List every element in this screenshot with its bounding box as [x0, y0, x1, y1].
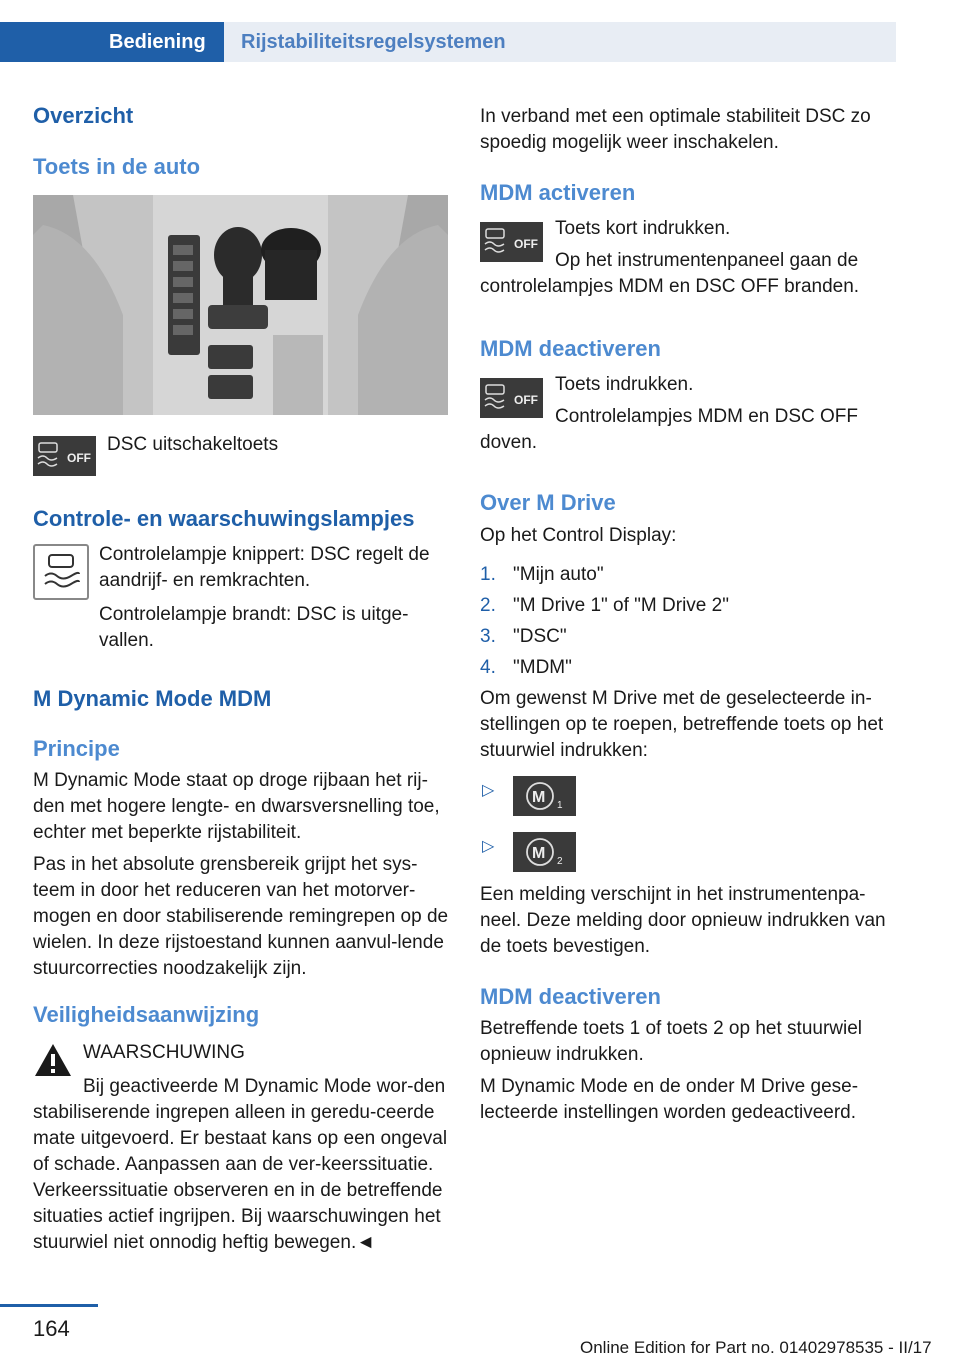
online-edition: Online Edition for Part no. 01402978535 - II/17: [580, 1338, 932, 1357]
mdrive-intro: Op het Control Display:: [480, 525, 677, 546]
lamp-text-2: Controlelampje brandt: DSC is uitge-vallen.: [99, 604, 409, 651]
tab-bediening[interactable]: Bediening: [0, 22, 224, 62]
svg-text:M: M: [532, 845, 546, 862]
list-item: 3. "DSC": [480, 626, 567, 647]
steps-list: [480, 562, 896, 686]
list-item: 1. "Mijn auto": [480, 564, 604, 585]
console-photo: [33, 195, 448, 415]
principle-p2: Pas in het absolute grensbereik grijpt het sys-teem in door het reduceren van het motorver-mogen en door stabiliserende remingrepen op de wielen. In deze rijstoestand kunnen aanvul-lende stuurcorrecties noodzakelijk zijn.: [33, 854, 449, 979]
list-item: 4. "MDM": [480, 657, 572, 678]
mdrive-paragraph: Om gewenst M Drive met de geselecteerde in-stellingen op te roepen, betreffende toets op het stuurwiel indrukken:: [480, 688, 884, 761]
button-title: Toets in de auto: [33, 154, 201, 179]
svg-text:OFF: OFF: [67, 451, 91, 465]
mdrive-title: Over M Drive: [480, 490, 616, 515]
dsc-lamp-icon: [33, 544, 89, 600]
m2-button-icon: [513, 832, 576, 872]
list-item: 2. "M Drive 1" of "M Drive 2": [480, 595, 729, 616]
principle-p1: M Dynamic Mode staat op droge rijbaan het rij-den met hogere lengte- en dwarsversnelling toe, echter met beperkte rijstabiliteit.: [33, 770, 440, 843]
lamp-text-1: Controlelampje knippert: DSC regelt de aandrijf- en remkrachten.: [99, 544, 430, 591]
warning-label: WAARSCHUWING: [83, 1042, 245, 1063]
overview-title: Overzicht: [33, 103, 134, 128]
dsc-off-icon: [33, 436, 96, 476]
footer-rule: [0, 1304, 98, 1307]
svg-text:OFF: OFF: [514, 393, 538, 407]
message-paragraph: Een melding verschijnt in het instrumentenpa-neel. Deze melding door opnieuw indrukken van de toets bevestigen.: [480, 884, 886, 957]
deactivate2-title: MDM deactiveren: [480, 984, 661, 1009]
activate-step-1: Toets kort indrukken.: [555, 218, 731, 239]
lamps-title: Controle- en waarschuwingslampjes: [33, 506, 415, 531]
svg-text:OFF: OFF: [514, 237, 538, 251]
deactivate-title: MDM deactiveren: [480, 336, 661, 361]
activate-step-2: Op het instrumentenpaneel gaan de controlelampjes MDM en DSC OFF branden.: [480, 250, 860, 297]
m1-button-icon: [513, 776, 576, 816]
warning-text: Bij geactiveerde M Dynamic Mode wor-den stabiliserende ingrepen alleen in geredu-ceerde mate uitgevoerd. Er bestaat kans op een ongeval of schade. Aanpassen aan de ver-keerssituatie. Verkeerssituatie observeren en in de betreffende situaties actief ingrijpen. Bij waarschuwingen het stuurwiel niet onnodig heftig bewegen.◄: [33, 1076, 448, 1253]
deactivate-step-1: Toets indrukken.: [555, 374, 694, 395]
svg-text:2: 2: [557, 856, 563, 867]
intro-text: In verband met een optimale stabiliteit DSC zo spoedig mogelijk weer inschakelen.: [480, 106, 871, 153]
safety-title: Veiligheidsaanwijzing: [33, 1002, 260, 1027]
bullet-icon: ▷: [482, 838, 495, 855]
bullet-icon: ▷: [482, 782, 495, 799]
tab-rijstabiliteit[interactable]: Rijstabiliteitsregelsystemen: [224, 22, 896, 62]
page-number: 164: [33, 1316, 70, 1341]
dsc-caption: DSC uitschakeltoets: [107, 434, 279, 455]
mdm-title: M Dynamic Mode MDM: [33, 686, 272, 711]
warning-triangle-icon: [33, 1042, 73, 1078]
deactivate2-p2: M Dynamic Mode en de onder M Drive gese-lecteerde instellingen worden gedeactiveerd.: [480, 1076, 859, 1123]
svg-text:1: 1: [557, 800, 563, 811]
deactivate-step-2: Controlelampjes MDM en DSC OFF doven.: [480, 406, 859, 453]
activate-title: MDM activeren: [480, 180, 636, 205]
deactivate2-p1: Betreffende toets 1 of toets 2 op het stuurwiel opnieuw indrukken.: [480, 1018, 863, 1065]
principle-title: Principe: [33, 736, 120, 761]
svg-text:M: M: [532, 789, 546, 806]
